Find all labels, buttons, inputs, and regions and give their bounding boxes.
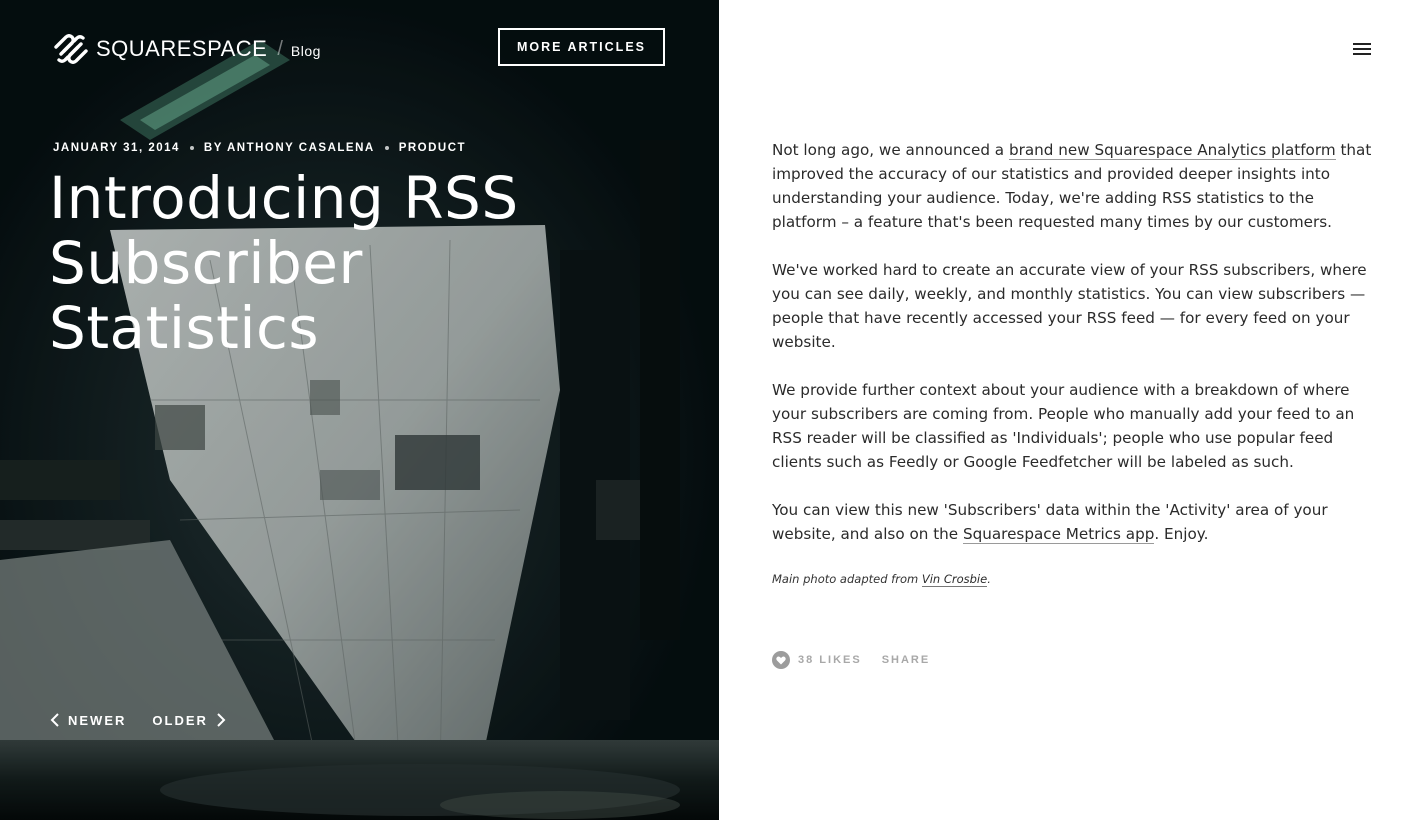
brand-logo-link[interactable]: [53, 34, 321, 64]
post-title: [49, 166, 649, 361]
likes-count: 38 LIKES: [798, 654, 862, 666]
post-title-line: Subscriber: [49, 229, 363, 297]
article-paragraph: [772, 498, 1377, 546]
paragraph-text: Not long ago, we announced a: [772, 141, 1009, 159]
newer-label: NEWER: [68, 712, 127, 728]
post-meta: [53, 142, 466, 154]
post-category[interactable]: PRODUCT: [398, 142, 467, 154]
paragraph-text: . Enjoy.: [1154, 525, 1209, 543]
article-paragraph: We've worked hard to create an accurate view of your RSS subscribers, where you can see daily, weekly, and monthly statistics. You can view subscribers — people that have recently accessed your RSS feed — for every feed on your website.: [772, 261, 1367, 351]
like-button[interactable]: [772, 651, 862, 669]
squarespace-logo-icon: [53, 34, 89, 64]
heart-icon: [772, 651, 790, 669]
meta-separator-dot: [385, 146, 389, 150]
analytics-platform-link[interactable]: brand new Squarespace Analytics platform: [1008, 141, 1336, 159]
chevron-left-icon: [50, 712, 60, 728]
photo-credit: [772, 570, 1377, 588]
post-pagination: [50, 712, 226, 728]
article-body: [772, 138, 1377, 612]
article-paragraph: [772, 138, 1377, 234]
credit-text: .: [987, 572, 991, 586]
brand-section-label: Blog: [290, 43, 321, 59]
metrics-app-link[interactable]: Squarespace Metrics app: [962, 525, 1155, 543]
hamburger-menu-icon[interactable]: [1351, 40, 1373, 58]
brand-name: SQUARESPACE: [96, 36, 268, 61]
paragraph-text: You can view this new 'Subscribers' data within the 'Activity' area of your website, and also on the: [772, 501, 1328, 543]
brand-separator: /: [277, 37, 283, 60]
older-post-link[interactable]: [152, 712, 226, 728]
newer-post-link[interactable]: [50, 712, 126, 728]
post-actions: [772, 651, 930, 669]
photo-credit-link[interactable]: Vin Crosbie: [921, 572, 988, 586]
post-author[interactable]: BY ANTHONY CASALENA: [203, 142, 375, 154]
post-title-line: Statistics: [49, 294, 320, 362]
post-date: JANUARY 31, 2014: [53, 142, 180, 154]
meta-separator-dot: [190, 146, 194, 150]
post-title-line: Introducing RSS: [49, 164, 519, 232]
more-articles-button[interactable]: MORE ARTICLES: [498, 28, 665, 66]
credit-text: Main photo adapted from: [772, 572, 922, 586]
chevron-right-icon: [216, 712, 226, 728]
share-button[interactable]: SHARE: [881, 654, 931, 666]
older-label: OLDER: [152, 712, 208, 728]
article-paragraph: We provide further context about your audience with a breakdown of where your subscribers are coming from. People who manually add your feed to an RSS reader will be classified as 'Individuals'; people who use popular feed clients such as Feedly or Google Feedfetcher will be labeled as such.: [772, 381, 1355, 471]
paragraph-text: that improved the accuracy of our statistics and provided deeper insights into understanding your audience. Today, we're adding RSS statistics to the platform – a feature that's been requested many times by our customers.: [772, 141, 1372, 231]
